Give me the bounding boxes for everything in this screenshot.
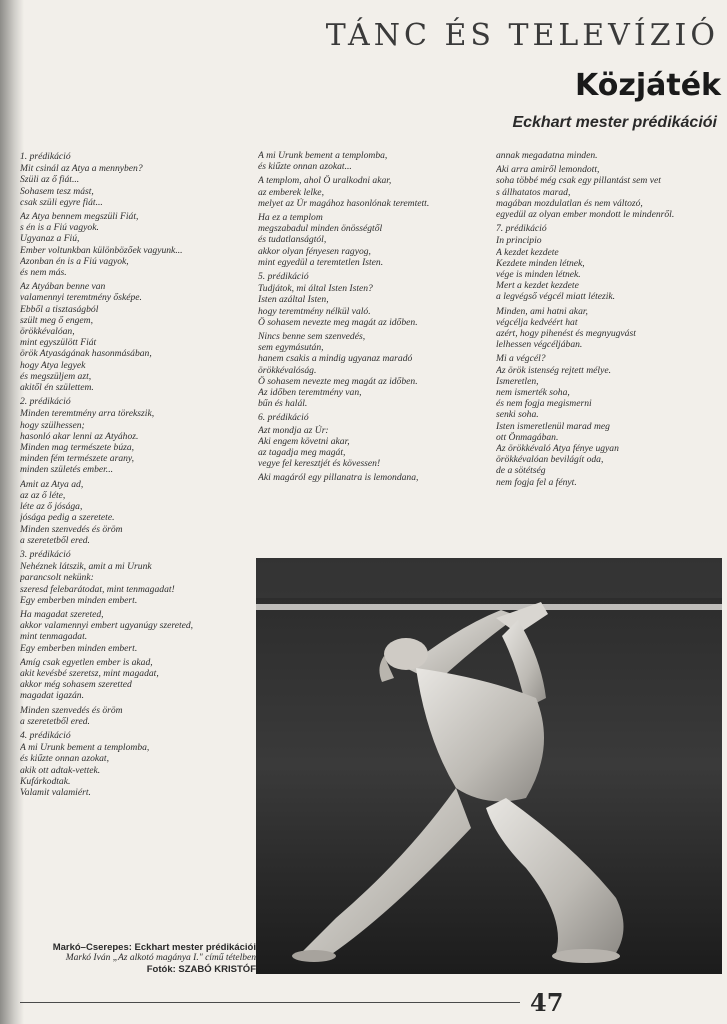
article-subtitle: Eckhart mester prédikációi	[512, 114, 717, 131]
stanza	[20, 151, 256, 208]
stanza	[20, 549, 256, 606]
verse-line: magában mozdulatlan és nem változó,	[496, 197, 643, 209]
verse-line: egyedül az olyan ember mondott le mindenről.	[496, 209, 675, 221]
verse-line: örökkévalóan bevilágít oda,	[496, 454, 604, 466]
verse-line: Kufárkodtak.	[20, 775, 71, 787]
verse-line: Mit csinál az Atya a mennyben?	[20, 163, 143, 175]
verse-line: és megszüljem azt,	[20, 370, 92, 382]
verse-line: akitől én születtem.	[20, 382, 94, 394]
stanza	[258, 412, 494, 469]
verse-line: nem ismerték soha,	[496, 387, 570, 399]
dancer-photo	[256, 558, 722, 974]
stanza	[496, 150, 724, 161]
verse-line: Egy emberben minden embert.	[20, 642, 138, 654]
verse-line: vegye fel keresztjét és kövessen!	[258, 458, 381, 470]
stanza	[20, 730, 256, 798]
stanza	[20, 657, 256, 702]
verse-line: akkor olyan fényesen ragyog,	[258, 245, 371, 257]
verse-line: magadat igazán.	[20, 690, 84, 702]
verse-line: végcélja kedvéért hat	[496, 316, 578, 328]
verse-line: sem egymásután,	[258, 342, 324, 354]
verse-line: azért, hogy pihenést és megnyugvást	[496, 328, 636, 340]
verse-line: az emberek lelke,	[258, 186, 324, 198]
caption-performer: Markó Iván „Az alkotó magánya I." című tételben	[65, 953, 256, 963]
verse-line: hogy Atya legyek	[20, 359, 86, 371]
verse-line: örök Atyaságának hasonmásában,	[20, 348, 152, 360]
verse-line: akkor valamennyi embert ugyanúgy szereted,	[20, 620, 194, 632]
verse-line: Amit az Atya ad,	[20, 478, 84, 490]
verse-line: Ugyanaz a Fiú,	[20, 233, 80, 245]
sermon-heading: 3. prédikáció	[20, 548, 71, 560]
verse-line: és kiűzte onnan azokat,	[20, 753, 109, 765]
verse-line: parancsolt nekünk:	[20, 572, 94, 584]
page-number: 47	[530, 988, 564, 1017]
verse-line: akit kevésbé szeretsz, mint magadat,	[20, 667, 159, 679]
text-column-1	[20, 150, 256, 801]
page-header-title: TÁNC ÉS TELEVÍZIÓ	[325, 18, 719, 53]
verse-line: hanem csakis a mindig ugyanaz maradó	[258, 353, 413, 365]
verse-line: a szeretetből ered.	[20, 715, 90, 727]
stanza	[258, 150, 494, 172]
dancer-photo-illustration	[256, 558, 722, 974]
verse-line: Az Atyában benne van	[20, 281, 106, 293]
stanza	[20, 609, 256, 654]
verse-line: és kiűzte onnan azokat...	[258, 161, 352, 173]
verse-line: Kezdete minden létnek,	[496, 257, 585, 269]
verse-line: csak szüli egyre fiát...	[20, 196, 103, 208]
verse-line: hogy szülhessen;	[20, 419, 85, 431]
stanza	[20, 281, 256, 393]
verse-line: akkor még sohasem szeretted	[20, 679, 132, 691]
verse-line: Sohasem tesz mást,	[20, 185, 94, 197]
verse-line: s állhatatos marad,	[496, 186, 571, 198]
stanza	[258, 472, 494, 483]
verse-line: bűn és halál.	[258, 398, 308, 410]
stanza	[496, 223, 724, 302]
stanza	[258, 331, 494, 409]
stanza	[20, 479, 256, 546]
verse-line: Isten ismeretlenül marad meg	[496, 420, 610, 432]
verse-line: Az időben teremtmény van,	[258, 387, 362, 399]
footer-rule	[20, 1002, 520, 1003]
verse-line: megszabadul minden önösségtől	[258, 223, 383, 235]
verse-line: de a sötétség	[496, 465, 546, 477]
sermon-heading: 7. prédikáció	[496, 223, 547, 235]
stanza	[258, 271, 494, 328]
sermon-heading: 1. prédikáció	[20, 151, 71, 162]
verse-line: Aki magáról egy pillanatra is lemondana,	[258, 472, 419, 484]
verse-line: In principio	[496, 235, 542, 247]
verse-line: Aki arra amiről lemondott,	[496, 164, 600, 176]
verse-line: Azonban én is a Fiú vagyok,	[20, 255, 129, 267]
verse-line: akik ott adtak-vettek.	[20, 764, 101, 776]
verse-line: Az Atya bennem megszüli Fiát,	[20, 211, 139, 223]
verse-line: Azt mondja az Úr:	[258, 424, 329, 436]
sermon-heading: 4. prédikáció	[20, 729, 71, 741]
verse-line: Tudjátok, mi által Isten Isten?	[258, 283, 373, 295]
verse-line: Ha ez a templom	[258, 212, 323, 224]
verse-line: Mi a végcél?	[496, 353, 546, 365]
verse-line: Ember voltunkban különbözőek vagyunk...	[20, 244, 183, 256]
stanza	[20, 396, 256, 475]
verse-line: Szüli az ő fiát...	[20, 174, 80, 186]
stanza	[496, 306, 724, 351]
section-title: Közjáték	[575, 68, 721, 103]
verse-line: Az örök istenség rejtett mélye.	[496, 364, 612, 376]
verse-line: Az örökkévaló Atya fénye ugyan	[496, 443, 619, 455]
verse-line: az tagadja meg magát,	[258, 447, 346, 459]
verse-line: és nem fogja megismerni	[496, 398, 592, 410]
verse-line: Ő sohasem nevezte meg magát az időben.	[258, 316, 418, 328]
stanza	[20, 705, 256, 727]
verse-line: Nincs benne sem szenvedés,	[258, 331, 366, 343]
verse-line: Minden, ami hatni akar,	[496, 305, 588, 317]
verse-line: valamennyi teremtmény ősképe.	[20, 292, 142, 304]
text-column-3	[496, 150, 724, 491]
stanza	[258, 212, 494, 268]
verse-line: szeresd felebarátodat, mint tenmagadat!	[20, 583, 175, 595]
verse-line: annak megadatna minden.	[496, 150, 598, 161]
stanza	[20, 211, 256, 278]
verse-line: a szeretetből ered.	[20, 534, 90, 546]
verse-line: Minden mag természete búza,	[20, 442, 135, 454]
stanza	[258, 175, 494, 209]
verse-line: és tudatlanságtól,	[258, 234, 327, 246]
verse-line: A kezdet kezdete	[496, 246, 559, 258]
verse-line: nem fogja fel a fényt.	[496, 476, 577, 488]
verse-line: minden fém természete arany,	[20, 453, 135, 465]
verse-line: Egy emberben minden embert.	[20, 594, 138, 606]
sermon-heading: 2. prédikáció	[20, 396, 71, 408]
verse-line: léte az ő jósága,	[20, 501, 83, 513]
verse-line: senki soha.	[496, 409, 539, 421]
verse-line: hogy teremtmény nélkül való.	[258, 305, 371, 317]
verse-line: a legvégső végcél miatt létezik.	[496, 291, 616, 303]
stanza	[496, 353, 724, 487]
verse-line: Valamit valamiért.	[20, 786, 91, 798]
verse-line: ott Önmagában.	[496, 431, 559, 443]
verse-line: melyet az Úr magához hasonlónak teremtett.	[258, 197, 430, 209]
verse-line: soha többé még csak egy pillantást sem vet	[496, 175, 661, 187]
text-column-2	[258, 150, 494, 487]
caption-photo-credit: Fotók: SZABÓ KRISTÓF	[146, 964, 256, 975]
verse-line: az az ő léte,	[20, 489, 66, 501]
sermon-heading: 5. prédikáció	[258, 271, 309, 283]
verse-line: s én is a Fiú vagyok.	[20, 222, 99, 234]
photo-caption	[20, 942, 256, 975]
verse-line: vége is minden létnek.	[496, 269, 581, 281]
verse-line: örökkévalóan,	[20, 326, 75, 338]
verse-line: mint egyszülött Fiát	[20, 337, 97, 349]
verse-line: Ebből a tisztaságból	[20, 303, 99, 315]
verse-line: Ha magadat szereted,	[20, 608, 104, 620]
verse-line: Ismeretlen,	[496, 375, 539, 387]
verse-line: lelhessen végcéljában.	[496, 339, 583, 351]
verse-line: örökkévalóság.	[258, 364, 317, 376]
verse-line: A mi Urunk bement a templomba,	[20, 742, 150, 754]
verse-line: mint egyedül a teremtetlen Isten.	[258, 256, 384, 268]
verse-line: minden születés ember...	[20, 464, 113, 476]
verse-line: Minden szenvedés és öröm	[20, 704, 123, 716]
caption-title: Markó–Cserepes: Eckhart mester prédikációi	[52, 942, 256, 953]
verse-line: A mi Urunk bement a templomba,	[258, 150, 388, 161]
verse-line: mint tenmagadat.	[20, 631, 88, 643]
sermon-heading: 6. prédikáció	[258, 412, 309, 424]
verse-line: hasonló akar lenni az Atyához.	[20, 430, 139, 442]
verse-line: Minden szenvedés és öröm	[20, 523, 123, 535]
verse-line: jósága pedig a szeretete.	[20, 512, 115, 524]
verse-line: Aki engem követni akar,	[258, 435, 350, 447]
verse-line: szült meg ő engem,	[20, 314, 94, 326]
verse-line: Ő sohasem nevezte meg magát az időben.	[258, 375, 418, 387]
verse-line: Mert a kezdet kezdete	[496, 280, 579, 292]
verse-line: A templom, ahol Ő uralkodni akar,	[258, 175, 392, 187]
verse-line: és nem más.	[20, 267, 67, 279]
verse-line: Isten azáltal Isten,	[258, 294, 329, 306]
verse-line: Nehéznek látszik, amit a mi Urunk	[20, 561, 152, 573]
stanza	[496, 164, 724, 220]
verse-line: Amíg csak egyetlen ember is akad,	[20, 656, 153, 668]
verse-line: Minden teremtmény arra törekszik,	[20, 408, 155, 420]
